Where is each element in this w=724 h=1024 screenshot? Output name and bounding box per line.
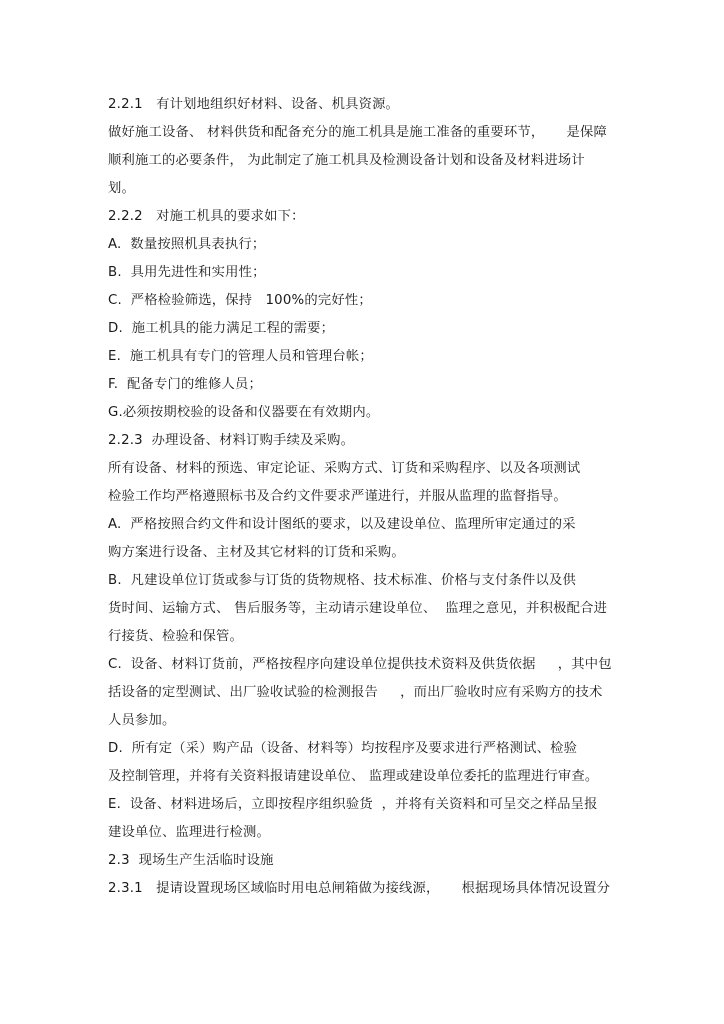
list-item-e: E. 施工机具有专门的管理人员和管理台帐； (108, 349, 373, 364)
list-item-a: A. 严格按照合约文件和设计图纸的要求，以及建设单位、监理所审定通过的采 (108, 517, 576, 532)
paragraph-line: 划。 (108, 181, 135, 196)
heading-2-2-2: 2.2.2 对施工机具的要求如下： (108, 209, 305, 224)
paragraph-line: 及控制管理，并将有关资料报请建设单位、 监理或建设单位委托的监理进行审查。 (108, 769, 599, 784)
paragraph-line: 括设备的定型测试、出厂验收试验的检测报告 ，而出厂验收时应有采购方的技术 (108, 685, 603, 700)
list-item-c: C. 严格检验筛选，保持 100%的完好性； (108, 293, 372, 308)
paragraph-line: 行接货、检验和保管。 (108, 629, 243, 644)
list-item-e: E. 设备、材料进场后，立即按程序组织验货 ，并将有关资料和可呈交之样品呈报 (108, 797, 598, 812)
list-item-b: B. 具用先进性和实用性； (108, 265, 266, 280)
paragraph-line: 购方案进行设备、主材及其它材料的订货和采购。 (108, 545, 405, 560)
paragraph-line: 所有设备、材料的预选、审定论证、采购方式、订货和采购程序、以及各项测试 (108, 461, 581, 476)
list-item-a: A. 数量按照机具表执行； (108, 237, 266, 252)
paragraph-line: 人员参加。 (108, 713, 176, 728)
heading-2-3-1: 2.3.1 提请设置现场区域临时用电总闸箱做为接线源， 根据现场具体情况设置分 (108, 881, 611, 896)
list-item-d: D. 所有定（采）购产品（设备、材料等）均按程序及要求进行严格测试、检验 (108, 741, 578, 756)
heading-2-3: 2.3 现场生产生活临时设施 (108, 853, 274, 868)
paragraph-line: 货时间、运输方式、 售后服务等，主动请示建设单位、 监理之意见，并积极配合进 (108, 601, 608, 616)
paragraph-line: 检验工作均严格遵照标书及合约文件要求严谨进行，并服从监理的监督指导。 (108, 489, 567, 504)
list-item-g: G.必须按期校验的设备和仪器要在有效期内。 (108, 405, 380, 420)
heading-2-2-1: 2.2.1 有计划地组织好材料、设备、机具资源。 (108, 97, 400, 112)
paragraph-line: 顺利施工的必要条件， 为此制定了施工机具及检测设备计划和设备及材料进场计 (108, 153, 585, 168)
list-item-f: F. 配备专门的维修人员； (108, 377, 262, 392)
list-item-b: B. 凡建设单位订货或参与订货的货物规格、技术标准、价格与支付条件以及供 (108, 573, 576, 588)
list-item-d: D. 施工机具的能力满足工程的需要； (108, 321, 335, 336)
paragraph-line: 建设单位、监理进行检测。 (108, 825, 270, 840)
paragraph-line: 做好施工设备、 材料供货和配备充分的施工机具是施工准备的重要环节， 是保障 (108, 125, 607, 140)
heading-2-2-3: 2.2.3 办理设备、材料订购手续及采购。 (108, 433, 355, 448)
list-item-c: C. 设备、材料订货前，严格按程序向建设单位提供技术资料及供货依据 ，其中包 (108, 657, 612, 672)
